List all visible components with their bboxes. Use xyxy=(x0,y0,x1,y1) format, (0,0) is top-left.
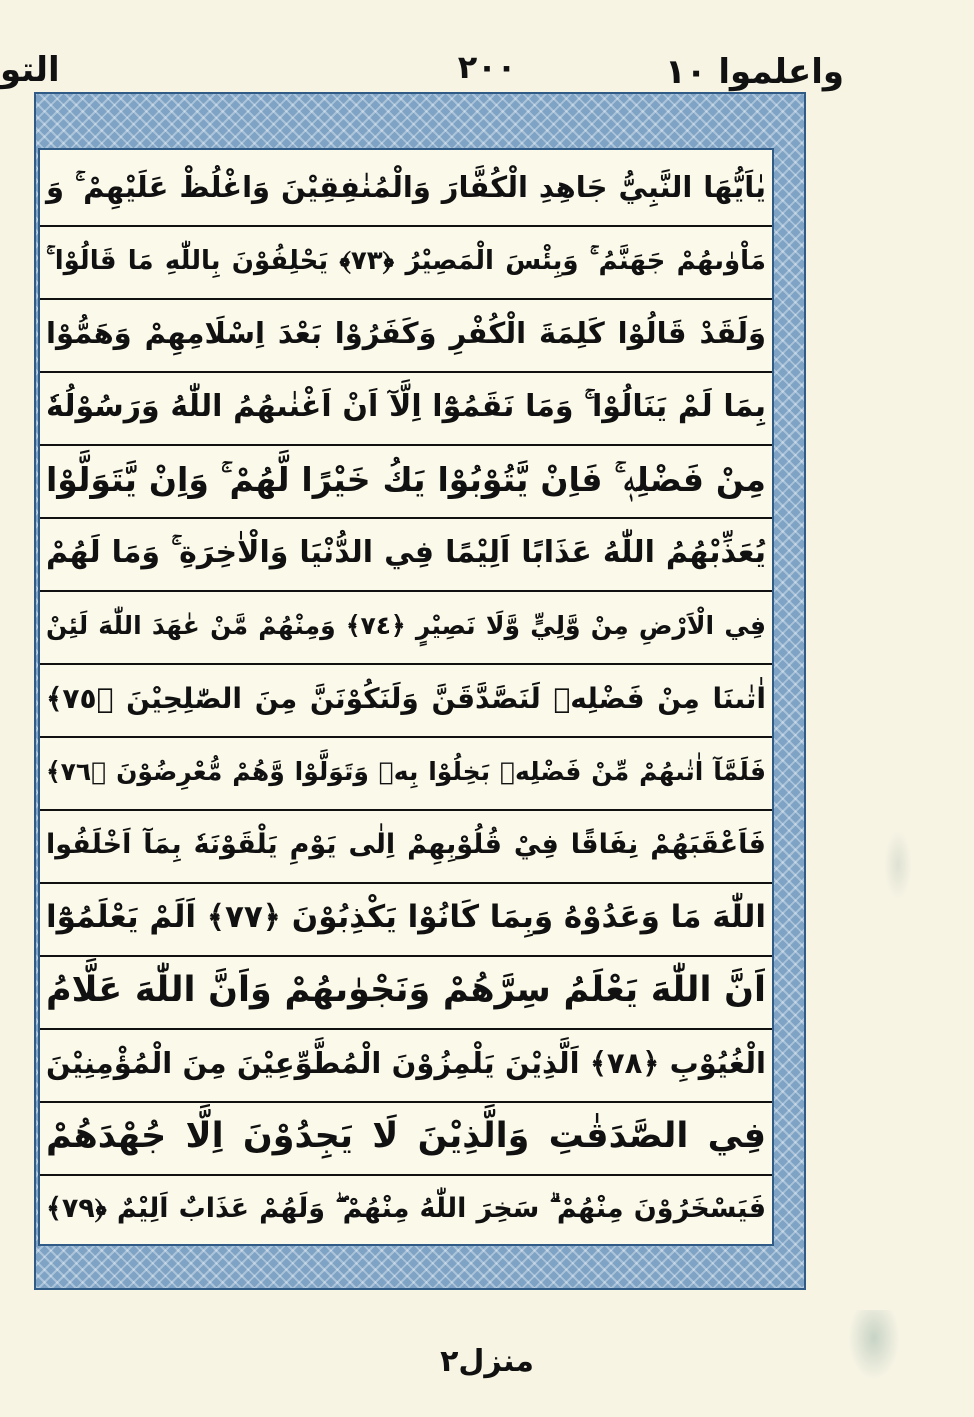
text-line xyxy=(40,588,772,665)
verse-text: فَيَسْخَرُوْنَ مِنْهُمْ ۗ سَخِرَ اللّٰهُ مِنْهُمْ ۖ وَلَهُمْ عَذَابٌ اَلِيْمٌ ﴿٧٩﴾ xyxy=(46,1192,766,1224)
text-line xyxy=(40,953,772,1030)
page-header xyxy=(0,28,974,98)
verse-text: وَلَقَدْ قَالُوْا كَلِمَةَ الْكُفْرِ وَكَفَرُوْا بَعْدَ اِسْلَامِهِمْ وَهَمُّوْا xyxy=(46,316,766,350)
text-line xyxy=(40,880,772,957)
verse-text: يٰاَيُّهَا النَّبِيُّ جَاهِدِ الْكُفَّارَ وَالْمُنٰفِقِيْنَ وَاغْلُظْ عَلَيْهِمْ ۚ وَ xyxy=(46,170,766,204)
text-line xyxy=(40,661,772,738)
text-line xyxy=(40,734,772,811)
margin-stain xyxy=(884,830,912,900)
verse-text: فَلَمَّآ اٰتٰىهُمْ مِّنْ فَضْلِهٖ بَخِلُوْا بِهٖ وَتَوَلَّوْا وَّهُمْ مُّعْرِضُوْنَ ﴿٧٦﴾ xyxy=(46,757,766,786)
text-line xyxy=(40,223,772,300)
text-line xyxy=(40,1026,772,1103)
verse-text: اٰتٰىنَا مِنْ فَضْلِهٖ لَنَصَّدَّقَنَّ وَلَنَكُوْنَنَّ مِنَ الصّٰلِحِيْنَ ﴿٧٥﴾ xyxy=(46,681,766,715)
text-line xyxy=(40,1099,772,1176)
text-line xyxy=(40,150,772,227)
verse-text: بِمَا لَمْ يَنَالُوْا ۚ وَمَا نَقَمُوْٓا اِلَّآ اَنْ اَغْنٰىهُمُ اللّٰهُ وَرَسُوْلُهٗ xyxy=(46,388,766,424)
verse-text: الْغُيُوْبِ ﴿٧٨﴾ اَلَّذِيْنَ يَلْمِزُوْنَ الْمُطَّوِّعِيْنَ مِنَ الْمُؤْمِنِيْنَ xyxy=(46,1046,766,1080)
verse-text: يُعَذِّبْهُمُ اللّٰهُ عَذَابًا اَلِيْمًا فِي الدُّنْيَا وَالْاٰخِرَةِ ۚ وَمَا لَهُمْ xyxy=(46,534,766,570)
text-line xyxy=(40,296,772,373)
verse-text: اَنَّ اللّٰهَ يَعْلَمُ سِرَّهُمْ وَنَجْوٰىهُمْ وَاَنَّ اللّٰهَ عَلَّامُ xyxy=(46,970,766,1010)
para-name: واعلموا ١٠ xyxy=(664,52,844,92)
text-panel xyxy=(38,148,774,1246)
verse-text: فَاَعْقَبَهُمْ نِفَاقًا فِيْ قُلُوْبِهِمْ اِلٰى يَوْمِ يَلْقَوْنَهٗ بِمَآ اَخْلَفُوا xyxy=(46,829,766,860)
verse-text: فِي الْاَرْضِ مِنْ وَّلِيٍّ وَّلَا نَصِيْرٍ ﴿٧٤﴾ وَمِنْهُمْ مَّنْ عٰهَدَ اللّٰهَ لَئِنْ xyxy=(46,611,766,640)
surah-name: التو xyxy=(0,50,60,90)
text-line xyxy=(40,442,772,519)
text-line xyxy=(40,369,772,446)
page-number: ٢٠٠ xyxy=(457,48,517,86)
text-line xyxy=(40,1172,772,1244)
manzil-label: منزل٢ xyxy=(440,1344,534,1379)
verse-text: مَاْوٰىهُمْ جَهَنَّمُ ۚ وَبِئْسَ الْمَصِيْرُ ﴿٧٣﴾ يَحْلِفُوْنَ بِاللّٰهِ مَا قَالُوْا ۚ xyxy=(46,245,766,276)
verse-text: مِنْ فَضْلِهٖ ۚ فَاِنْ يَّتُوْبُوْا يَكُ خَيْرًا لَّهُمْ ۚ وَاِنْ يَّتَوَلَّوْا xyxy=(46,460,766,499)
verse-text: اللّٰهَ مَا وَعَدُوْهُ وَبِمَا كَانُوْا يَكْذِبُوْنَ ﴿٧٧﴾ اَلَمْ يَعْلَمُوْٓا xyxy=(45,899,766,935)
verse-text: فِي الصَّدَقٰتِ وَالَّذِيْنَ لَا يَجِدُوْنَ اِلَّا جُهْدَهُمْ xyxy=(46,1116,766,1156)
text-line xyxy=(40,515,772,592)
text-line xyxy=(40,807,772,884)
